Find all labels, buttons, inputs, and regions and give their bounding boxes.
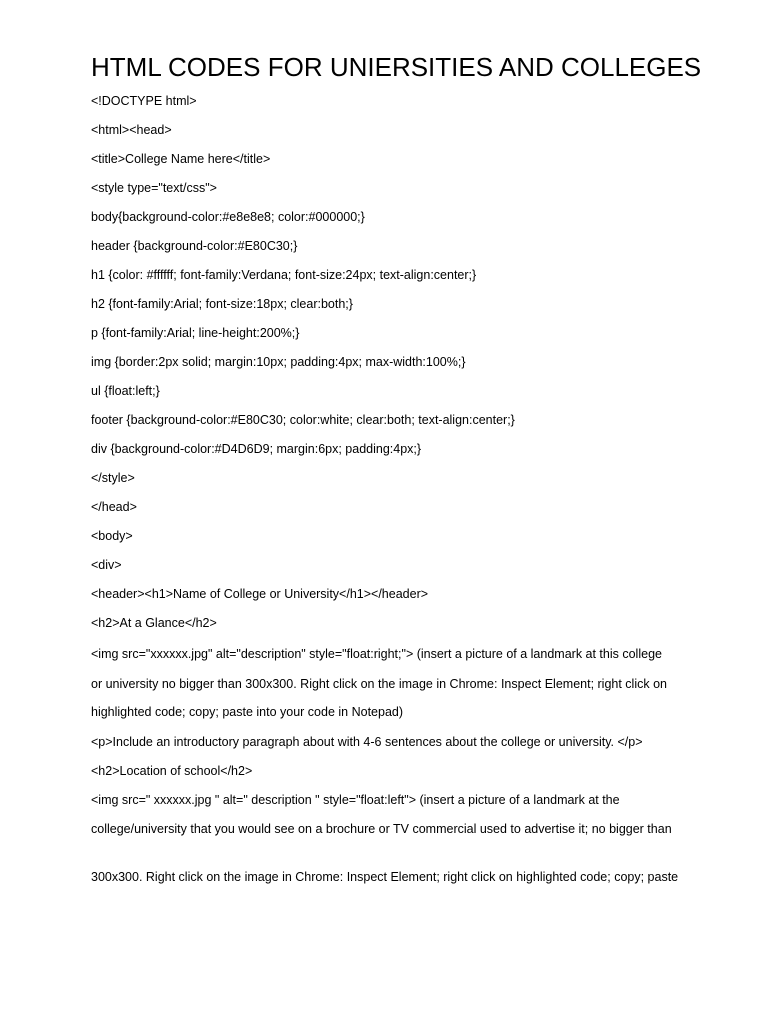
document-title: HTML CODES FOR UNIERSITIES AND COLLEGES [91, 52, 702, 82]
code-line: footer {background-color:#E80C30; color:white; clear:both; text-align:center;} [91, 413, 515, 427]
code-line: ul {float:left;} [91, 384, 160, 398]
code-line: p {font-family:Arial; line-height:200%;} [91, 326, 300, 340]
code-line: div {background-color:#D4D6D9; margin:6px; padding:4px;} [91, 442, 422, 456]
code-line: <html><head> [91, 123, 172, 137]
code-line: </head> [91, 500, 137, 514]
code-line: <p>Include an introductory paragraph about with 4-6 sentences about the college or university. </p> [91, 735, 643, 749]
code-line: <body> [91, 529, 133, 543]
code-line: <img src="xxxxxx.jpg" alt="description" style="float:right;"> (insert a picture of a landmark at this college [91, 647, 662, 661]
code-line: body{background-color:#e8e8e8; color:#000000;} [91, 210, 365, 224]
code-line: <style type="text/css"> [91, 181, 217, 195]
code-line: <header><h1>Name of College or University</h1></header> [91, 587, 429, 601]
code-line: or university no bigger than 300x300. Right click on the image in Chrome: Inspect Element; right click on [91, 677, 667, 691]
code-line: highlighted code; copy; paste into your code in Notepad) [91, 705, 404, 719]
code-line: h1 {color: #ffffff; font-family:Verdana; font-size:24px; text-align:center;} [91, 268, 477, 282]
code-line: img {border:2px solid; margin:10px; padding:4px; max-width:100%;} [91, 355, 466, 369]
code-line: <h2>Location of school</h2> [91, 764, 253, 778]
code-line: <!DOCTYPE html> [91, 94, 197, 108]
code-line: <img src=" xxxxxx.jpg " alt=" description " style="float:left"> (insert a picture of a landmark at the [91, 793, 620, 807]
code-line: <title>College Name here</title> [91, 152, 271, 166]
code-line: 300x300. Right click on the image in Chrome: Inspect Element; right click on highlighted code; copy; paste [91, 870, 679, 884]
code-line: h2 {font-family:Arial; font-size:18px; clear:both;} [91, 297, 353, 311]
code-line: </style> [91, 471, 135, 485]
code-line: header {background-color:#E80C30;} [91, 239, 298, 253]
code-line: <div> [91, 558, 122, 572]
code-line: <h2>At a Glance</h2> [91, 616, 217, 630]
code-line: college/university that you would see on a brochure or TV commercial used to advertise it; no bigger than [91, 822, 672, 836]
